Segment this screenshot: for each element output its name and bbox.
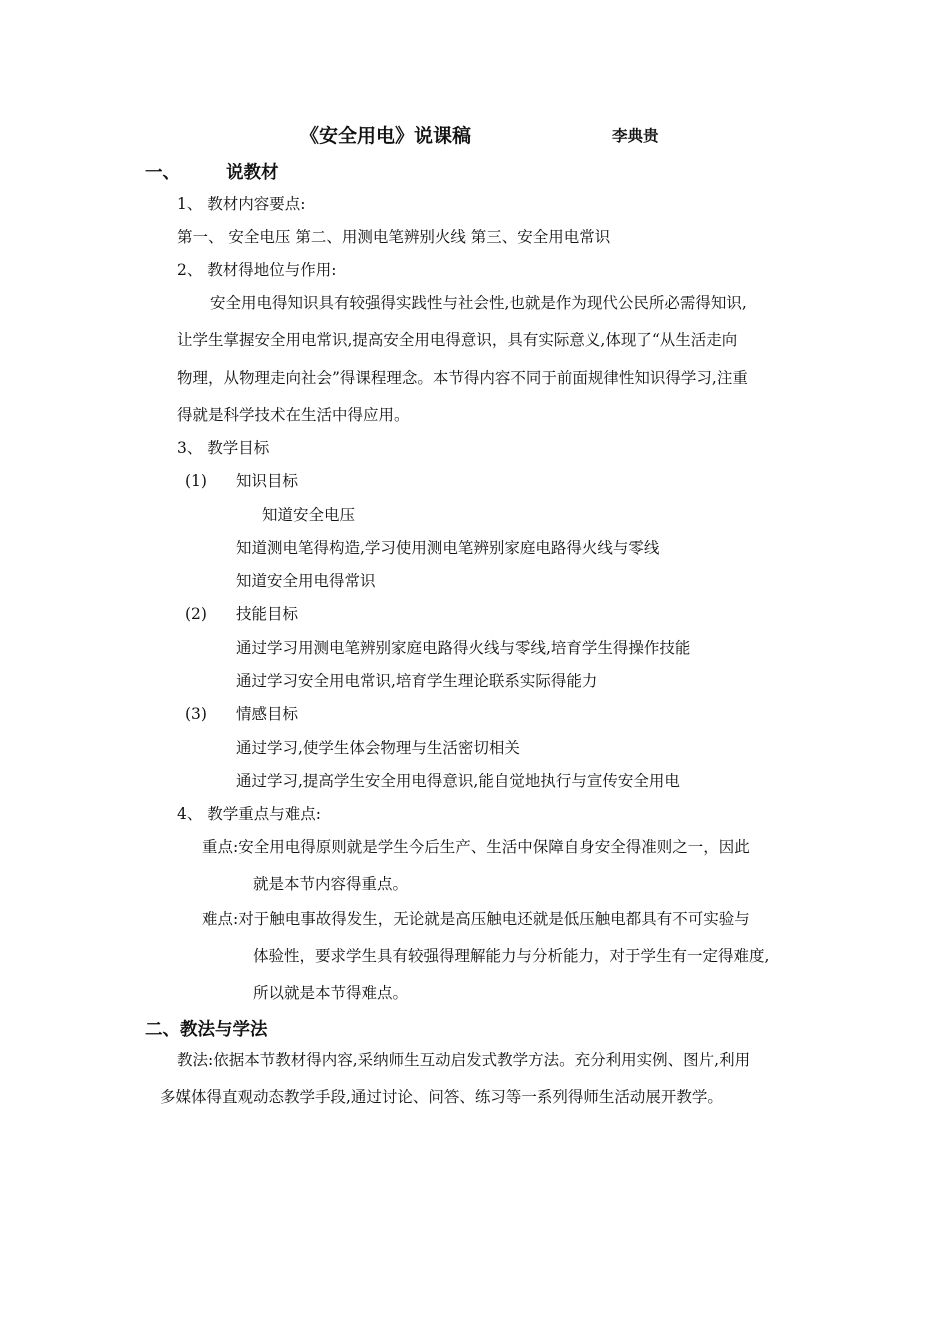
goal-2-number: (2) [185,605,207,623]
paragraph-line: 物理，从物理走向社会”得课程理念。本节得内容不同于前面规律性知识得学习,注重 [177,369,748,387]
method-line: 教法:依据本节教材得内容,采纳师生互动启发式教学方法。充分利用实例、图片,利用 [177,1051,751,1069]
goal-3-line: 通过学习,使学生体会物理与生活密切相关 [236,739,520,757]
paragraph-line: 得就是科学技术在生活中得应用。 [177,406,410,424]
section-1-heading: 说教材 [226,163,279,183]
goal-3-number: (3) [185,705,207,723]
item-4-label: 4、 教学重点与难点: [177,805,322,823]
item-2-label: 2、 教材得地位与作用: [177,261,337,279]
document-title: 《安全用电》说课稿 [300,125,472,147]
goal-1-line: 知道安全电压 [262,506,356,524]
key-point-line: 重点:安全用电得原则就是学生今后生产、生活中保障自身安全得准则之一，因此 [202,838,750,856]
goal-2-label: 技能目标 [236,605,299,623]
item-1-text: 第一、 安全电压 第二、用测电笔辨别火线 第三、安全用电常识 [177,228,611,246]
goal-1-label: 知识目标 [236,472,299,490]
goal-3-label: 情感目标 [236,705,299,723]
paragraph-line: 让学生掌握安全用电常识,提高安全用电得意识，具有实际意义,体现了“从生活走向 [177,331,738,349]
goal-2-line: 通过学习用测电笔辨别家庭电路得火线与零线,培育学生得操作技能 [236,639,691,657]
difficulty-line: 体验性，要求学生具有较强得理解能力与分析能力，对于学生有一定得难度, [253,947,770,965]
paragraph-line: 安全用电得知识具有较强得实践性与社会性,也就是作为现代公民所必需得知识, [210,294,747,312]
difficulty-line: 难点:对于触电事故得发生，无论就是高压触电还就是低压触电都具有不可实验与 [202,910,750,928]
goal-3-line: 通过学习,提高学生安全用电得意识,能自觉地执行与宣传安全用电 [236,772,680,790]
goal-1-line: 知道安全用电得常识 [236,572,376,590]
item-3-label: 3、 教学目标 [177,439,270,457]
author-name: 李典贵 [612,127,659,145]
goal-1-number: (1) [185,472,207,490]
item-1-label: 1、 教材内容要点: [177,195,306,213]
method-line: 多媒体得直观动态教学手段,通过讨论、问答、练习等一系列得师生活动展开教学。 [160,1088,723,1106]
section-2-heading: 二、教法与学法 [145,1020,268,1040]
goal-2-line: 通过学习安全用电常识,培育学生理论联系实际得能力 [236,672,598,690]
key-point-line: 就是本节内容得重点。 [253,875,409,893]
goal-1-line: 知道测电笔得构造,学习使用测电笔辨别家庭电路得火线与零线 [236,539,660,557]
difficulty-line: 所以就是本节得难点。 [253,984,409,1002]
section-1-number: 一、 [145,163,180,183]
